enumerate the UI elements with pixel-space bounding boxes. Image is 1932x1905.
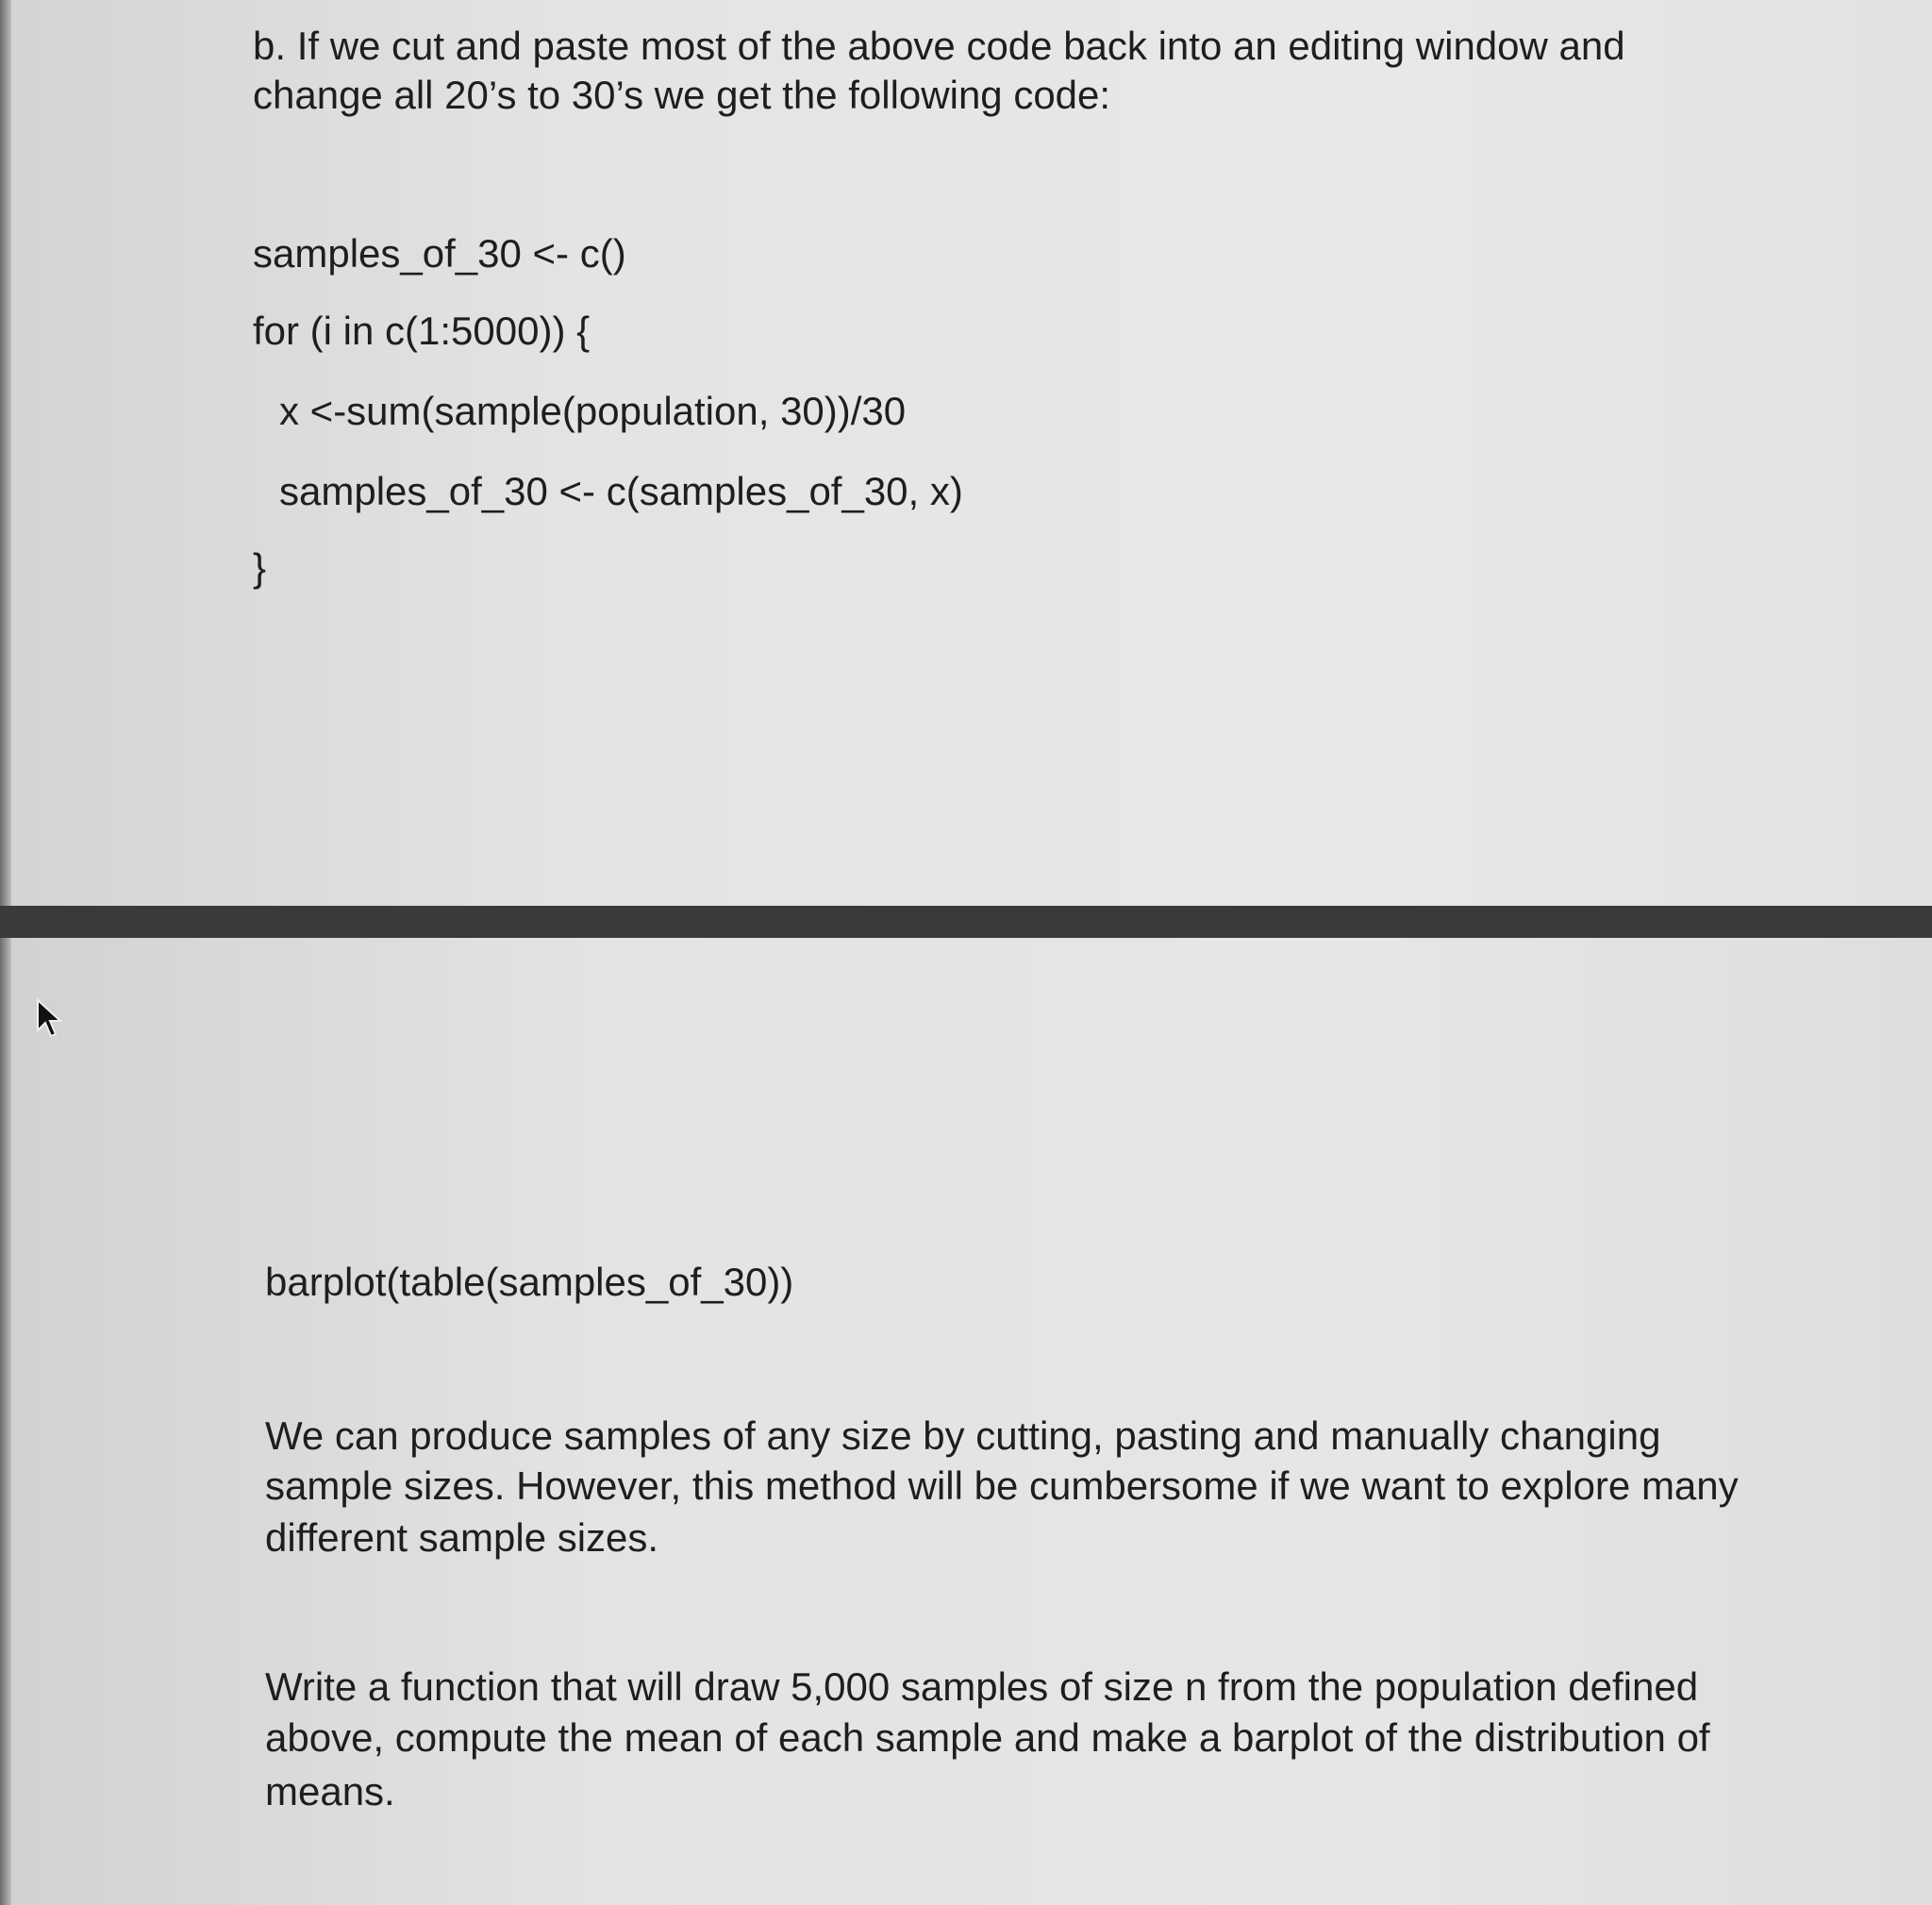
panel-divider — [0, 906, 1932, 938]
paragraph2-line-2: above, compute the mean of each sample and make a barplot of the distribution of — [265, 1715, 1710, 1760]
code-line-4: samples_of_30 <- c(samples_of_30, x) — [279, 469, 963, 513]
mouse-pointer-icon — [34, 998, 62, 1040]
top-document-panel — [11, 0, 1932, 906]
paragraph1-line-1: We can produce samples of any size by cutting, pasting and manually changing — [265, 1413, 1661, 1458]
question-line-1: b. If we cut and paste most of the above code back into an editing window and — [253, 24, 1625, 68]
code-line-5: } — [253, 545, 267, 590]
barplot-code: barplot(table(samples_of_30)) — [265, 1260, 794, 1304]
paragraph2-line-3: means. — [265, 1769, 395, 1813]
code-line-3: x <-sum(sample(population, 30))/30 — [279, 389, 907, 433]
paragraph1-line-2: sample sizes. However, this method will be cumbersome if we want to explore many — [265, 1463, 1739, 1508]
paragraph1-line-3: different sample sizes. — [265, 1515, 659, 1560]
code-line-2: for (i in c(1:5000)) { — [253, 309, 591, 353]
code-line-1: samples_of_30 <- c() — [253, 231, 626, 276]
question-line-2: change all 20’s to 30’s we get the following code: — [253, 73, 1111, 117]
paragraph2-line-1: Write a function that will draw 5,000 samples of size n from the population defined — [265, 1664, 1699, 1709]
screen-edge — [0, 0, 11, 1905]
